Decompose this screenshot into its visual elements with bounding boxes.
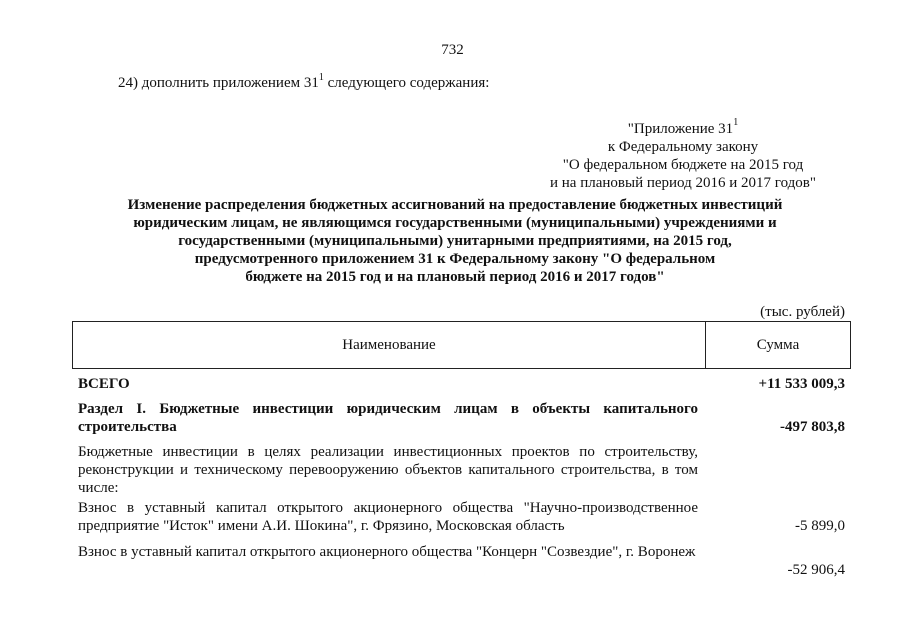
table-row-section-1 bbox=[78, 400, 845, 436]
appendix-superscript: 1 bbox=[733, 117, 739, 128]
row-name: Взнос в уставный капитал открытого акционерного общества "Научно-производственное предприятие "Исток" имени А.И. Шокина", г. Фрязино, Московская область bbox=[78, 500, 698, 534]
title-line-2: юридическим лицам, не являющимся государственными (муниципальными) учреждениями и bbox=[133, 215, 777, 231]
table-header bbox=[72, 321, 851, 369]
appendix-title: "Приложение 31 bbox=[627, 121, 734, 137]
intro-superscript: 1 bbox=[318, 72, 324, 83]
unit-label: (тыс. рублей) bbox=[760, 304, 845, 320]
intro-paragraph bbox=[118, 72, 490, 92]
row-sum: +11 533 009,3 bbox=[758, 376, 845, 392]
row-sum: -52 906,4 bbox=[787, 562, 845, 578]
title-line-5: бюджете на 2015 год и на плановый период 2016 и 2017 годов" bbox=[245, 269, 665, 285]
row-name: ВСЕГО bbox=[78, 376, 130, 392]
document-title bbox=[110, 196, 800, 286]
intro-text-after: следующего содержания: bbox=[323, 75, 490, 91]
appendix-line-1 bbox=[533, 117, 833, 138]
table-row bbox=[78, 443, 845, 497]
page-number: 732 bbox=[441, 42, 464, 58]
appendix-line-2: к Федеральному закону bbox=[607, 139, 759, 155]
row-name: Бюджетные инвестиции в целях реализации инвестиционных проектов по строительству, реконструкции и техническому перевооружению объектов капитального строительства, в том числе: bbox=[78, 444, 698, 496]
title-line-1: Изменение распределения бюджетных ассигнований на предоставление бюджетных инвестиций bbox=[127, 197, 783, 213]
appendix-heading bbox=[533, 117, 833, 192]
column-header-sum: Сумма bbox=[756, 336, 800, 353]
row-name: Взнос в уставный капитал открытого акционерного общества "Концерн "Созвездие", г. Воронеж bbox=[78, 544, 696, 560]
table-row-total bbox=[78, 375, 845, 393]
table-row bbox=[78, 499, 845, 535]
appendix-line-4: и на плановый период 2016 и 2017 годов" bbox=[550, 175, 816, 191]
title-line-4: предусмотренного приложением 31 к Федеральному закону "О федеральном bbox=[194, 251, 716, 267]
column-header-name: Наименование bbox=[73, 322, 706, 368]
title-line-3: государственными (муниципальными) унитарными предприятиями, на 2015 год, bbox=[178, 233, 732, 249]
row-name: Раздел I. Бюджетные инвестиции юридическим лицам в объекты капитального строительства bbox=[78, 401, 698, 435]
appendix-line-3: "О федеральном бюджете на 2015 год bbox=[562, 157, 804, 173]
row-sum: -5 899,0 bbox=[795, 518, 845, 534]
row-sum: -497 803,8 bbox=[780, 419, 845, 435]
table-row bbox=[78, 543, 845, 578]
intro-text-before: 24) дополнить приложением 31 bbox=[118, 75, 319, 91]
